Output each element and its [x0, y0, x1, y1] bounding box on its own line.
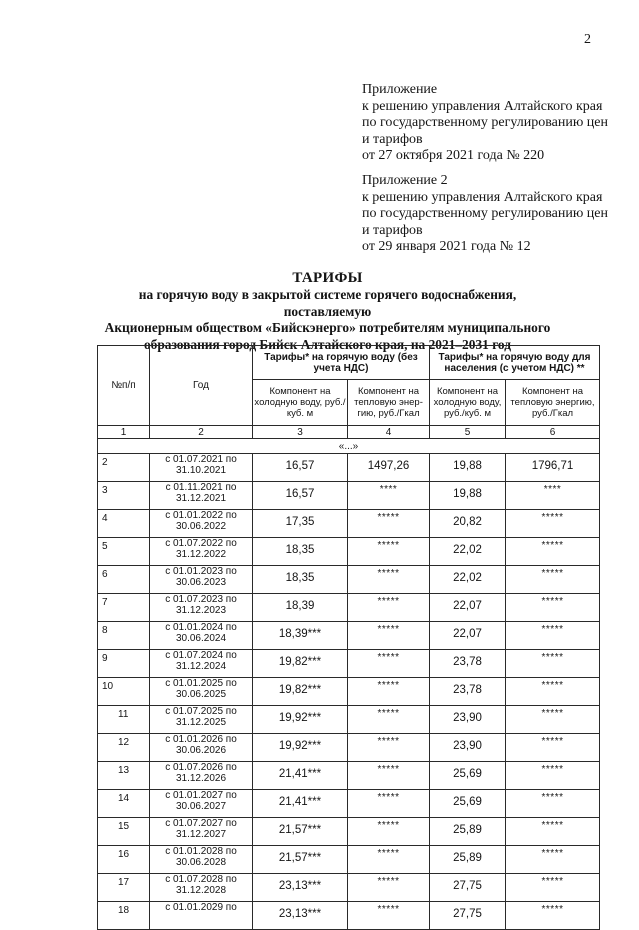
appendix-1-line: Приложение: [362, 82, 438, 97]
cold-water-component-population-value: 22,02: [430, 538, 506, 566]
table-row: [98, 734, 600, 762]
row-number: 6: [98, 566, 150, 594]
period-line: 30.06.2024: [175, 632, 227, 644]
period-line: 31.12.2022: [175, 548, 227, 560]
heat-component-population-value: *****: [506, 818, 600, 846]
table-row: [98, 902, 600, 930]
heat-component-value: *****: [348, 734, 430, 762]
cold-water-component-value: 19,82***: [253, 678, 348, 706]
appendix-2-line: по государственному регулированию цен: [362, 206, 608, 221]
appendix-1-line: от 27 октября 2021 года № 220: [362, 148, 545, 163]
column-number: 1: [98, 426, 150, 439]
period-line: с 01.07.2024 по: [165, 650, 237, 661]
appendix-1-block: [362, 82, 608, 165]
period-cell: [150, 594, 253, 622]
period-cell: [150, 566, 253, 594]
cold-water-component-population-value: 23,90: [430, 734, 506, 762]
cold-water-component-population-value: 20,82: [430, 510, 506, 538]
heat-component-population-value: *****: [506, 790, 600, 818]
column-number: 4: [348, 426, 430, 439]
period-line: с 01.07.2023 по: [165, 594, 237, 605]
table-row: [98, 538, 600, 566]
table-row: [98, 818, 600, 846]
table-row: [98, 650, 600, 678]
period-line: с 01.07.2027 по: [165, 818, 237, 829]
row-number: 10: [98, 678, 150, 706]
cold-water-component-value: 16,57: [253, 454, 348, 482]
table-row: [98, 846, 600, 874]
appendix-2-line: и тарифов: [362, 222, 423, 238]
cold-water-component-population-value: 19,88: [430, 454, 506, 482]
table-row: [98, 762, 600, 790]
period-cell: [150, 510, 253, 538]
period-cell: [150, 874, 253, 902]
row-number: 4: [98, 510, 150, 538]
period-cell: [150, 482, 253, 510]
column-number: 6: [506, 426, 600, 439]
cold-water-component-value: 18,39: [253, 594, 348, 622]
period-line: 31.12.2023: [175, 604, 227, 616]
period-line: с 01.07.2021 по: [165, 454, 237, 465]
document-subtitle-line: образования город Бийск Алтайского края, на 2021–2031 год: [143, 336, 512, 352]
header-heat-component-population: Компонент на тепловую энергию, руб./Гкал: [506, 380, 600, 426]
row-number: 12: [98, 734, 150, 762]
tariff-rows: [98, 454, 600, 930]
period-line: 31.10.2021: [175, 464, 227, 476]
page-number: 2: [584, 32, 591, 47]
heat-component-value: *****: [348, 706, 430, 734]
appendix-2-block: [362, 173, 608, 256]
row-number: 11: [98, 706, 150, 734]
cold-water-component-value: 16,57: [253, 482, 348, 510]
heat-component-value: *****: [348, 874, 430, 902]
table-row: [98, 706, 600, 734]
heat-component-value: *****: [348, 762, 430, 790]
header-num: №п/п: [98, 346, 150, 426]
row-number: 15: [98, 818, 150, 846]
heat-component-population-value: *****: [506, 762, 600, 790]
period-line: с 01.01.2029 по: [165, 902, 237, 913]
cold-water-component-population-value: 22,07: [430, 594, 506, 622]
heat-component-value: *****: [348, 902, 430, 930]
heat-component-population-value: *****: [506, 594, 600, 622]
cold-water-component-value: 19,92***: [253, 706, 348, 734]
cold-water-component-value: 18,39***: [253, 622, 348, 650]
period-line: 30.06.2022: [175, 520, 227, 532]
table-row: [98, 510, 600, 538]
heat-component-value: *****: [348, 622, 430, 650]
table-row: [98, 594, 600, 622]
omitted-rows-marker: «...»: [98, 439, 600, 454]
heat-component-value: *****: [348, 650, 430, 678]
period-cell: [150, 622, 253, 650]
document-subtitle-line: Акционерным обществом «Бийскэнерго» потребителям муниципального: [104, 320, 551, 335]
cold-water-component-population-value: 23,78: [430, 650, 506, 678]
period-cell: [150, 818, 253, 846]
appendix-1-line: по государственному регулированию цен: [362, 115, 608, 130]
period-line: 31.12.2025: [175, 716, 227, 728]
heat-component-value: *****: [348, 678, 430, 706]
cold-water-component-population-value: 27,75: [430, 902, 506, 930]
period-cell: [150, 454, 253, 482]
table-row: [98, 482, 600, 510]
heat-component-population-value: *****: [506, 706, 600, 734]
period-line: 31.12.2021: [175, 492, 227, 504]
cold-water-component-value: 19,82***: [253, 650, 348, 678]
period-cell: [150, 902, 253, 930]
period-line: с 01.07.2025 по: [165, 706, 237, 717]
header-cold-water-component: Компонент на холодную воду, руб./куб. м: [253, 380, 348, 426]
period-line: с 01.01.2027 по: [165, 790, 237, 801]
cold-water-component-population-value: 25,69: [430, 762, 506, 790]
heat-component-population-value: *****: [506, 846, 600, 874]
document-title: ТАРИФЫ: [292, 270, 363, 286]
heat-component-population-value: *****: [506, 734, 600, 762]
cold-water-component-value: 21,41***: [253, 790, 348, 818]
heat-component-population-value: *****: [506, 678, 600, 706]
period-cell: [150, 678, 253, 706]
heat-component-population-value: *****: [506, 566, 600, 594]
header-group-no-vat: Тарифы* на горячую воду (без учета НДС): [253, 346, 430, 380]
period-line: 31.12.2027: [175, 828, 227, 840]
row-number: 14: [98, 790, 150, 818]
period-line: 31.12.2026: [175, 772, 227, 784]
heat-component-population-value: *****: [506, 874, 600, 902]
appendix-2-line: к решению управления Алтайского края: [362, 189, 603, 205]
heat-component-population-value: *****: [506, 650, 600, 678]
table-row: [98, 622, 600, 650]
period-line: 31.12.2028: [175, 884, 227, 896]
row-number: 13: [98, 762, 150, 790]
period-line: с 01.11.2021 по: [165, 482, 237, 493]
row-number: 2: [98, 454, 150, 482]
column-number: 5: [430, 426, 506, 439]
heat-component-population-value: 1796,71: [506, 454, 600, 482]
cold-water-component-value: 23,13***: [253, 902, 348, 930]
table-row: [98, 678, 600, 706]
heat-component-population-value: *****: [506, 510, 600, 538]
header-group-population: Тарифы* на горячую воду для населения (с учетом НДС) **: [430, 346, 600, 380]
cold-water-component-value: 21,41***: [253, 762, 348, 790]
heat-component-value: *****: [348, 510, 430, 538]
cold-water-component-value: 21,57***: [253, 846, 348, 874]
table-row: [98, 790, 600, 818]
period-line: 30.06.2028: [175, 856, 227, 868]
row-number: 7: [98, 594, 150, 622]
row-number: 3: [98, 482, 150, 510]
period-cell: [150, 790, 253, 818]
period-line: 30.06.2027: [175, 800, 227, 812]
period-line: с 01.07.2028 по: [165, 874, 237, 885]
cold-water-component-population-value: 25,89: [430, 818, 506, 846]
heat-component-value: *****: [348, 846, 430, 874]
document-heading: [100, 270, 555, 353]
header-year: Год: [150, 346, 253, 426]
appendix-2-line: от 29 января 2021 года № 12: [362, 239, 531, 254]
appendix-2-line: Приложение 2: [362, 173, 448, 188]
period-cell: [150, 650, 253, 678]
period-cell: [150, 762, 253, 790]
cold-water-component-value: 23,13***: [253, 874, 348, 902]
period-line: с 01.01.2022 по: [165, 510, 237, 521]
column-number: 2: [150, 426, 253, 439]
period-line: с 01.07.2022 по: [165, 538, 237, 549]
period-line: с 01.01.2023 по: [165, 566, 237, 577]
cold-water-component-population-value: 19,88: [430, 482, 506, 510]
cold-water-component-population-value: 23,78: [430, 678, 506, 706]
cold-water-component-value: 17,35: [253, 510, 348, 538]
heat-component-value: *****: [348, 790, 430, 818]
period-line: с 01.01.2028 по: [165, 846, 237, 857]
heat-component-value: *****: [348, 594, 430, 622]
period-line: с 01.07.2026 по: [165, 762, 237, 773]
heat-component-population-value: ****: [506, 482, 600, 510]
document-subtitle-line: на горячую воду в закрытой системе горячего водоснабжения, поставляемую: [138, 287, 517, 319]
table-row: [98, 874, 600, 902]
heat-component-population-value: *****: [506, 902, 600, 930]
row-number: 5: [98, 538, 150, 566]
cold-water-component-population-value: 22,07: [430, 622, 506, 650]
cold-water-component-value: 18,35: [253, 566, 348, 594]
heat-component-value: *****: [348, 538, 430, 566]
row-number: 16: [98, 846, 150, 874]
appendix-1-line: и тарифов: [362, 131, 423, 147]
period-line: 30.06.2026: [175, 744, 227, 756]
cold-water-component-population-value: 25,89: [430, 846, 506, 874]
period-line: 30.06.2023: [175, 576, 227, 588]
cold-water-component-population-value: 23,90: [430, 706, 506, 734]
table-row: [98, 566, 600, 594]
period-cell: [150, 734, 253, 762]
period-line: с 01.01.2026 по: [165, 734, 237, 745]
period-cell: [150, 706, 253, 734]
period-cell: [150, 846, 253, 874]
tariffs-table: [97, 345, 600, 930]
heat-component-value: *****: [348, 566, 430, 594]
period-line: 30.06.2025: [175, 688, 227, 700]
cold-water-component-value: 18,35: [253, 538, 348, 566]
cold-water-component-value: 19,92***: [253, 734, 348, 762]
heat-component-value: 1497,26: [348, 454, 430, 482]
period-line: с 01.01.2024 по: [165, 622, 237, 633]
cold-water-component-value: 21,57***: [253, 818, 348, 846]
header-heat-component: Компонент на тепловую энер-гию, руб./Гкал: [348, 380, 430, 426]
header-cold-water-component-population: Компонент на холодную воду, руб./куб. м: [430, 380, 506, 426]
cold-water-component-population-value: 27,75: [430, 874, 506, 902]
row-number: 9: [98, 650, 150, 678]
heat-component-population-value: *****: [506, 538, 600, 566]
appendix-1-line: к решению управления Алтайского края: [362, 98, 603, 114]
heat-component-value: *****: [348, 818, 430, 846]
column-number: 3: [253, 426, 348, 439]
heat-component-value: ****: [348, 482, 430, 510]
period-line: 31.12.2024: [175, 660, 227, 672]
heat-component-population-value: *****: [506, 622, 600, 650]
period-cell: [150, 538, 253, 566]
period-line: с 01.01.2025 по: [165, 678, 237, 689]
cold-water-component-population-value: 22,02: [430, 566, 506, 594]
row-number: 8: [98, 622, 150, 650]
table-row: [98, 454, 600, 482]
row-number: 17: [98, 874, 150, 902]
cold-water-component-population-value: 25,69: [430, 790, 506, 818]
row-number: 18: [98, 902, 150, 930]
